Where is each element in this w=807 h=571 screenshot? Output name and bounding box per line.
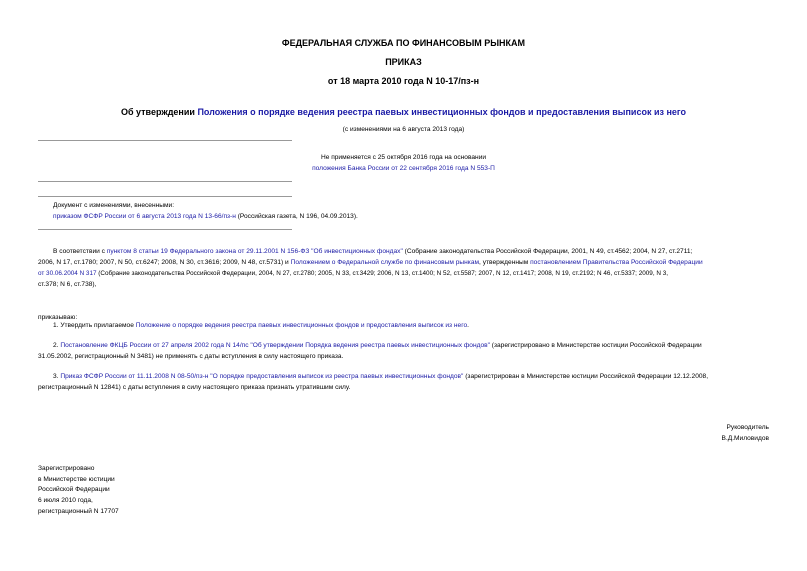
registration-line: 6 июля 2010 года, — [38, 497, 93, 504]
item-text: . — [467, 322, 469, 329]
regulation-link[interactable]: Положение о порядке ведения реестра паевых инвестиционных фондов и предоставления выписок из него — [135, 322, 468, 329]
changes-heading: Документ с изменениями, внесенными: — [53, 202, 175, 209]
divider — [38, 140, 292, 141]
registration-line: в Министерстве юстиции — [38, 476, 115, 483]
preamble-text: В соответствии с — [53, 248, 107, 255]
status-link[interactable]: положения Банка России от 22 сентября 2016 года N 553-П — [312, 165, 495, 172]
preamble-line-4: ст.378; N 6, ст.738), — [38, 281, 97, 288]
divider — [38, 196, 292, 197]
fsfr-regulation-link[interactable]: Положением о Федеральной службе по финансовым рынкам — [290, 259, 480, 266]
status-line: Не применяется с 25 октября 2016 года на основании — [320, 154, 487, 161]
federal-law-link[interactable]: пунктом 8 статьи 19 Федерального закона от 29.11.2001 N 156-ФЗ "Об инвестиционных фондах" — [106, 248, 403, 255]
registration-line: Российской Федерации — [38, 486, 110, 493]
order-item-2-cont: 31.05.2002, регистрационный N 3481) не применять с даты вступления в силу настоящего приказа. — [38, 353, 344, 360]
preamble-line-1 — [53, 247, 692, 258]
changes-tail: (Российская газета, N 196, 04.09.2013). — [235, 213, 358, 220]
resolution-date-link[interactable]: от 30.06.2004 N 317 — [38, 270, 97, 277]
title-prefix: Об утверждении — [120, 107, 198, 117]
changes-line — [53, 212, 358, 223]
registration-line: Зарегистрировано — [38, 465, 95, 472]
title-link[interactable]: Положения о порядке ведения реестра паевых инвестиционных фондов и предоставления выписок из него — [197, 107, 687, 117]
fkcb-resolution-link[interactable]: Постановление ФКЦБ России от 27 апреля 2002 года N 14/пс "Об утверждении Порядка ведения реестра паевых инвестиционных фондов" — [60, 342, 490, 349]
government-resolution-link[interactable]: постановлением Правительства Российской Федерации — [530, 259, 703, 266]
item-text: 3. — [53, 373, 61, 380]
order-word: приказываю: — [38, 314, 78, 321]
preamble-text: 2006, N 17, ст.1780; 2007, N 50, ст.6247; 2008, N 30, ст.3616; 2009, N 48, ст.5731) и — [38, 259, 291, 266]
order-item-3-cont: регистрационный N 12841) с даты вступления в силу настоящего приказа признать утратившим силу. — [38, 384, 351, 391]
preamble-text: (Собрание законодательства Российской Федерации, 2001, N 49, ст.4562; 2004, N 27, ст.2711; — [402, 248, 693, 255]
signatory-role: Руководитель — [726, 424, 769, 431]
signatory-name: В.Д.Миловидов — [721, 435, 769, 442]
amendment-note: (с изменениями на 6 августа 2013 года) — [342, 126, 465, 133]
status-link-line — [0, 164, 807, 175]
order-item-2 — [53, 341, 702, 352]
item-text: (зарегистрирован в Министерстве юстиции Российской Федерации 12.12.2008, — [463, 373, 709, 380]
doc-date-number: от 18 марта 2010 года N 10-17/пз-н — [327, 76, 480, 86]
order-item-1 — [53, 321, 469, 332]
preamble-line-3 — [38, 269, 668, 280]
agency-name: ФЕДЕРАЛЬНАЯ СЛУЖБА ПО ФИНАНСОВЫМ РЫНКАМ — [281, 38, 526, 48]
preamble-text: , утвержденным — [479, 259, 531, 266]
preamble-line-2 — [38, 258, 703, 269]
preamble-text: (Собрание законодательства Российской Федерации, 2004, N 27, ст.2780; 2005, N 33, ст.3429; 2006, N 13, ст.1400; N 52, ст.5587; 2007, N 12, ст.1417; 2008, N 19, ст.2192; N 46, ст.5337; 2009, N 3, — [96, 270, 668, 277]
doc-type: ПРИКАЗ — [385, 57, 422, 67]
item-text: (зарегистрировано в Министерстве юстиции Российской Федерации — [489, 342, 702, 349]
divider — [38, 181, 292, 182]
divider — [38, 229, 292, 230]
changes-link[interactable]: приказом ФСФР России от 6 августа 2013 года N 13-66/пз-н — [53, 213, 236, 220]
fsfr-order-link[interactable]: Приказ ФСФР России от 11.11.2008 N 08-50/пз-н "О порядке предоставления выписок из реестра паевых инвестиционных фондов" — [60, 373, 464, 380]
item-text: 1. Утвердить прилагаемое — [53, 322, 136, 329]
document-title — [0, 107, 807, 117]
registration-line: регистрационный N 17707 — [38, 508, 119, 515]
item-text: 2. — [53, 342, 61, 349]
order-item-3 — [53, 372, 708, 383]
